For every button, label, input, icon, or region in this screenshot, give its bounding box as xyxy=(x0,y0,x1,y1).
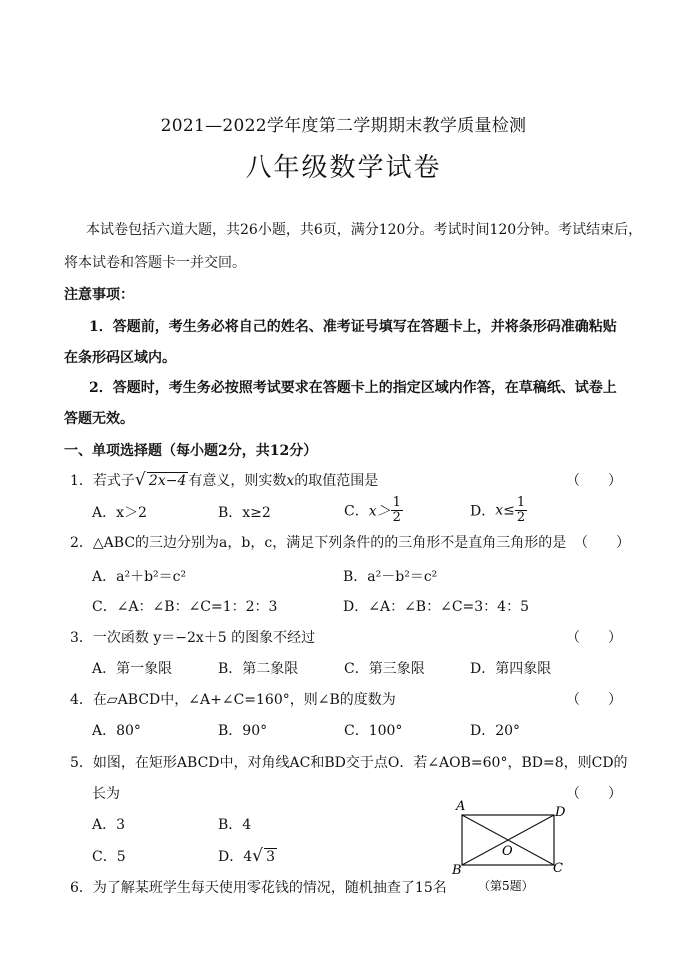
question-1: 1．若式子 √ 2x−4 有意义，则实数x的取值范围是 xyxy=(70,470,379,490)
label-c: C xyxy=(553,861,563,876)
label-d: D xyxy=(555,805,566,820)
q3-option-a: A．第一象限 xyxy=(92,661,173,677)
q2-option-b: B．a²－b²＝c² xyxy=(343,569,438,585)
figure-caption: （第5题） xyxy=(478,879,534,893)
question-5: 5．如图，在矩形ABCD中，对角线AC和BD交于点O．若∠AOB=60°，BD=8，则CD的 xyxy=(70,755,628,771)
note-1-line-2: 在条形码区域内。 xyxy=(64,350,176,366)
q4-option-d: D．20° xyxy=(470,723,521,739)
q1-option-b: B．x≥2 xyxy=(218,505,271,521)
answer-paren-q3: （ ） xyxy=(566,630,622,646)
label-o: O xyxy=(502,844,513,859)
question-2: 2．△ABC的三边分别为a，b，c，满足下列条件的的三角形不是直角三角形的是 xyxy=(70,535,567,551)
sqrt-expression: √ 2x−4 xyxy=(134,470,187,490)
q4-option-b: B．90° xyxy=(218,723,268,739)
q3-option-d: D．第四象限 xyxy=(470,661,552,677)
exam-subtitle: 八年级数学试卷 xyxy=(245,153,442,183)
q1-option-d: D．x≤ $\frac{1}{2}$ xyxy=(470,495,526,525)
q5-option-a: A．3 xyxy=(92,817,126,833)
q4-option-c: C．100° xyxy=(344,723,403,739)
question-4: 4．在▱ABCD中，∠A+∠C=160°，则∠B的度数为 xyxy=(70,692,396,708)
answer-paren-q2: （ ） xyxy=(574,535,630,551)
q5-option-b: B．4 xyxy=(218,817,252,833)
q1-option-a: A．x＞2 xyxy=(92,505,147,521)
question-5-cont: 长为 xyxy=(92,786,120,802)
question-6: 6．为了解某班学生每天使用零花钱的情况，随机抽查了15名 xyxy=(70,880,447,896)
label-a: A xyxy=(456,800,466,814)
question-3: 3．一次函数 y＝−2x＋5 的图象不经过 xyxy=(70,630,316,646)
answer-paren-q4: （ ） xyxy=(566,692,622,708)
answer-paren-q5: （ ） xyxy=(566,786,622,802)
answer-paren-q1: （ ） xyxy=(566,473,622,489)
intro-line-2: 将本试卷和答题卡一并交回。 xyxy=(64,255,246,271)
q5-option-c: C．5 xyxy=(92,849,126,865)
q2-option-c: C．∠A：∠B：∠C=1：2：3 xyxy=(92,599,278,615)
notes-heading: 注意事项： xyxy=(64,287,134,303)
q4-option-a: A．80° xyxy=(92,723,141,739)
label-b: B xyxy=(452,863,462,878)
note-2-line-1: 2．答题时，考生务必按照考试要求在答题卡上的指定区域内作答，在草稿纸、试卷上 xyxy=(89,380,617,396)
q3-option-c: C．第三象限 xyxy=(344,661,425,677)
intro-line-1: 本试卷包括六道大题，共26小题，共6页，满分120分。考试时间120分钟。考试结束后， xyxy=(86,222,643,238)
q5-option-d: D．4 √ 3 xyxy=(218,846,276,866)
q2-option-a: A．a²＋b²＝c² xyxy=(92,569,187,585)
note-1-line-1: 1．答题前，考生务必将自己的姓名、准考证号填写在答题卡上，并将条形码准确粘贴 xyxy=(89,319,617,335)
q1-option-c: C．x＞ $\frac{1}{2}$ xyxy=(344,495,401,525)
rectangle-figure xyxy=(448,800,578,895)
note-2-line-2: 答题无效。 xyxy=(64,411,134,427)
exam-header-title: 2021—2022学年度第二学期期末教学质量检测 xyxy=(160,116,527,136)
q2-option-d: D．∠A：∠B：∠C=3：4：5 xyxy=(343,599,529,615)
section-1-heading: 一、单项选择题（每小题2分，共12分） xyxy=(64,443,318,459)
q3-option-b: B．第二象限 xyxy=(218,661,299,677)
